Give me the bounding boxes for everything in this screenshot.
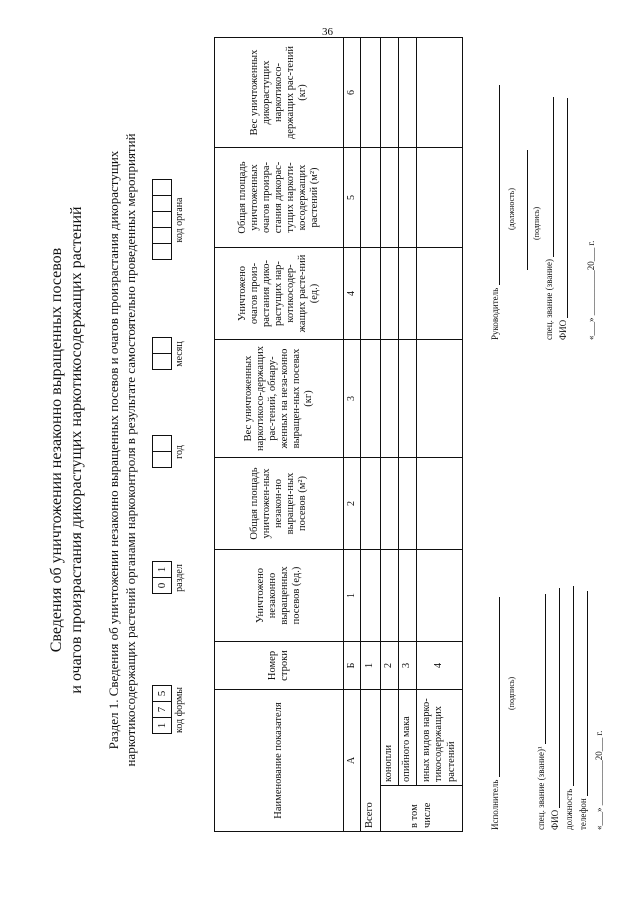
table-row bbox=[361, 38, 381, 832]
section-line-2: наркотикосодержащих растений органами наркоконтроля в результате самостоятельно проведенных мероприятий bbox=[123, 133, 138, 767]
data-cell[interactable] bbox=[381, 248, 399, 340]
row-number: 4 bbox=[417, 642, 463, 690]
header-col-1: Уничтожено незаконно выращенных посевов (ед.) bbox=[215, 550, 344, 642]
data-cell[interactable] bbox=[399, 458, 417, 550]
executor-rank-line[interactable] bbox=[545, 594, 546, 744]
form-code-group bbox=[152, 686, 185, 734]
head-fio-line[interactable] bbox=[567, 98, 568, 318]
organ-code-box[interactable] bbox=[152, 243, 172, 260]
data-cell[interactable] bbox=[381, 38, 399, 148]
head-rank-label: спец. звание (звание) bbox=[544, 259, 554, 340]
data-cell[interactable] bbox=[361, 458, 381, 550]
organ-code-box[interactable] bbox=[152, 211, 172, 228]
data-cell[interactable] bbox=[381, 148, 399, 248]
data-cell[interactable] bbox=[381, 458, 399, 550]
year-code-box[interactable] bbox=[152, 451, 172, 468]
header-line-number: Номер строки bbox=[215, 642, 344, 690]
executor-fio-label: ФИО bbox=[550, 809, 560, 830]
organ-code-box[interactable] bbox=[152, 227, 172, 244]
data-cell[interactable] bbox=[361, 148, 381, 248]
executor-position-line[interactable] bbox=[573, 587, 574, 787]
year-code-box[interactable] bbox=[152, 435, 172, 452]
row-number: 2 bbox=[381, 642, 399, 690]
executor-phone-line[interactable] bbox=[587, 591, 588, 796]
code-row bbox=[152, 20, 196, 880]
numbering-cell: 1 bbox=[344, 550, 361, 642]
executor-fio-line[interactable] bbox=[559, 588, 560, 808]
header-col-2: Общая площадь уничтожен-ных незакон-но выращен-ных посевов (м²) bbox=[215, 458, 344, 550]
row-label: иных видов нарко-тикосодержащих растений bbox=[417, 690, 463, 786]
numbering-cell: 6 bbox=[344, 38, 361, 148]
head-label: Руководитель bbox=[490, 287, 500, 340]
header-col-3: Вес уничтоженных наркотикосо-держащих рас-тений, обнару-женных на неза-конно выращен-ных посевах (кг) bbox=[215, 340, 344, 458]
organ-code-group bbox=[152, 180, 185, 260]
month-code-box[interactable] bbox=[152, 353, 172, 370]
head-fio-label: ФИО bbox=[558, 319, 568, 340]
numbering-cell: 3 bbox=[344, 340, 361, 458]
data-cell[interactable] bbox=[361, 38, 381, 148]
data-cell[interactable] bbox=[417, 248, 463, 340]
data-cell[interactable] bbox=[417, 458, 463, 550]
header-col-6: Вес уничтоженных дикорастущих наркотикосо-держащих рас-тений (кг) bbox=[215, 38, 344, 148]
numbering-cell: 5 bbox=[344, 148, 361, 248]
form-code-caption: код формы bbox=[174, 686, 185, 734]
numbering-row bbox=[344, 38, 361, 832]
executor-date: «___» __________20___ г. bbox=[594, 730, 604, 830]
row-number: 1 bbox=[361, 642, 381, 690]
organ-code-caption: код органа bbox=[174, 197, 185, 243]
form-code-box[interactable]: 7 bbox=[152, 701, 172, 718]
data-cell[interactable] bbox=[399, 550, 417, 642]
head-position-caption: (должность) bbox=[507, 188, 516, 230]
head-signature-caption: (подпись) bbox=[532, 206, 541, 240]
executor-position-label: должность bbox=[564, 788, 574, 830]
data-cell[interactable] bbox=[381, 550, 399, 642]
executor-signature-caption: (подпись) bbox=[507, 676, 516, 710]
title-line-1: Сведения об уничтожении незаконно выращенных посевов bbox=[48, 247, 65, 653]
row-label: Всего bbox=[361, 690, 381, 832]
executor-label: Исполнитель bbox=[490, 779, 500, 830]
form-code-box[interactable]: 5 bbox=[152, 685, 172, 702]
data-cell[interactable] bbox=[417, 38, 463, 148]
header-indicator: Наименование показателя bbox=[215, 690, 344, 832]
data-cell[interactable] bbox=[399, 340, 417, 458]
numbering-cell: 4 bbox=[344, 248, 361, 340]
month-code-box[interactable] bbox=[152, 337, 172, 354]
month-code-group bbox=[152, 338, 185, 370]
executor-rank-label: спец. звание (звание)¹ bbox=[536, 746, 546, 830]
table-row bbox=[417, 38, 463, 832]
executor-signature-line[interactable] bbox=[499, 597, 500, 777]
head-rank-line[interactable] bbox=[553, 97, 554, 257]
month-code-caption: месяц bbox=[174, 341, 185, 367]
section-code-group bbox=[152, 562, 185, 594]
form-code-box[interactable]: 1 bbox=[152, 717, 172, 734]
table-row bbox=[381, 38, 399, 832]
data-cell[interactable] bbox=[417, 550, 463, 642]
year-code-caption: год bbox=[174, 445, 185, 459]
section-code-box[interactable]: 0 bbox=[152, 577, 172, 594]
section-line-1: Раздел 1. Сведения об уничтожении незаконно выращенных посевов и очагов произрастания дикорастущих bbox=[106, 150, 121, 750]
data-cell[interactable] bbox=[361, 340, 381, 458]
header-row bbox=[215, 38, 344, 832]
numbering-cell: А bbox=[344, 690, 361, 832]
data-cell[interactable] bbox=[361, 248, 381, 340]
year-code-group bbox=[152, 436, 185, 468]
row-label: опийного мака bbox=[399, 690, 417, 786]
form-sheet bbox=[20, 20, 620, 880]
data-cell[interactable] bbox=[361, 550, 381, 642]
section-code-caption: раздел bbox=[174, 564, 185, 592]
data-cell[interactable] bbox=[381, 340, 399, 458]
numbering-cell: 2 bbox=[344, 458, 361, 550]
table-row bbox=[399, 38, 417, 832]
data-cell[interactable] bbox=[399, 38, 417, 148]
executor-phone-label: телефон bbox=[578, 798, 588, 830]
head-signature-line[interactable] bbox=[527, 150, 528, 270]
row-sublabel: в том числе bbox=[381, 786, 463, 832]
page-number: 36 bbox=[322, 26, 333, 38]
header-col-5: Общая площадь уничтоженных очагов произра-стания дикорас-тущих наркоти-косодержащих растений (м²) bbox=[215, 148, 344, 248]
data-cell[interactable] bbox=[399, 148, 417, 248]
organ-code-box[interactable] bbox=[152, 195, 172, 212]
header-col-4: Уничтожено очагов произ-растания дико-растущих нар-котикосодер-жащих расте-ний (ед.) bbox=[215, 248, 344, 340]
row-number: 3 bbox=[399, 642, 417, 690]
organ-code-box[interactable] bbox=[152, 179, 172, 196]
head-position-line[interactable] bbox=[499, 85, 500, 285]
head-date: «___» __________20___ г. bbox=[586, 240, 596, 340]
numbering-cell: Б bbox=[344, 642, 361, 690]
title-line-2: и очагов произрастания дикорастущих наркотикосодержащих растений bbox=[68, 206, 85, 694]
data-table bbox=[214, 37, 463, 832]
section-code-box[interactable]: 1 bbox=[152, 561, 172, 578]
data-cell[interactable] bbox=[417, 148, 463, 248]
row-label: конопли bbox=[381, 690, 399, 786]
data-cell[interactable] bbox=[399, 248, 417, 340]
data-cell[interactable] bbox=[417, 340, 463, 458]
